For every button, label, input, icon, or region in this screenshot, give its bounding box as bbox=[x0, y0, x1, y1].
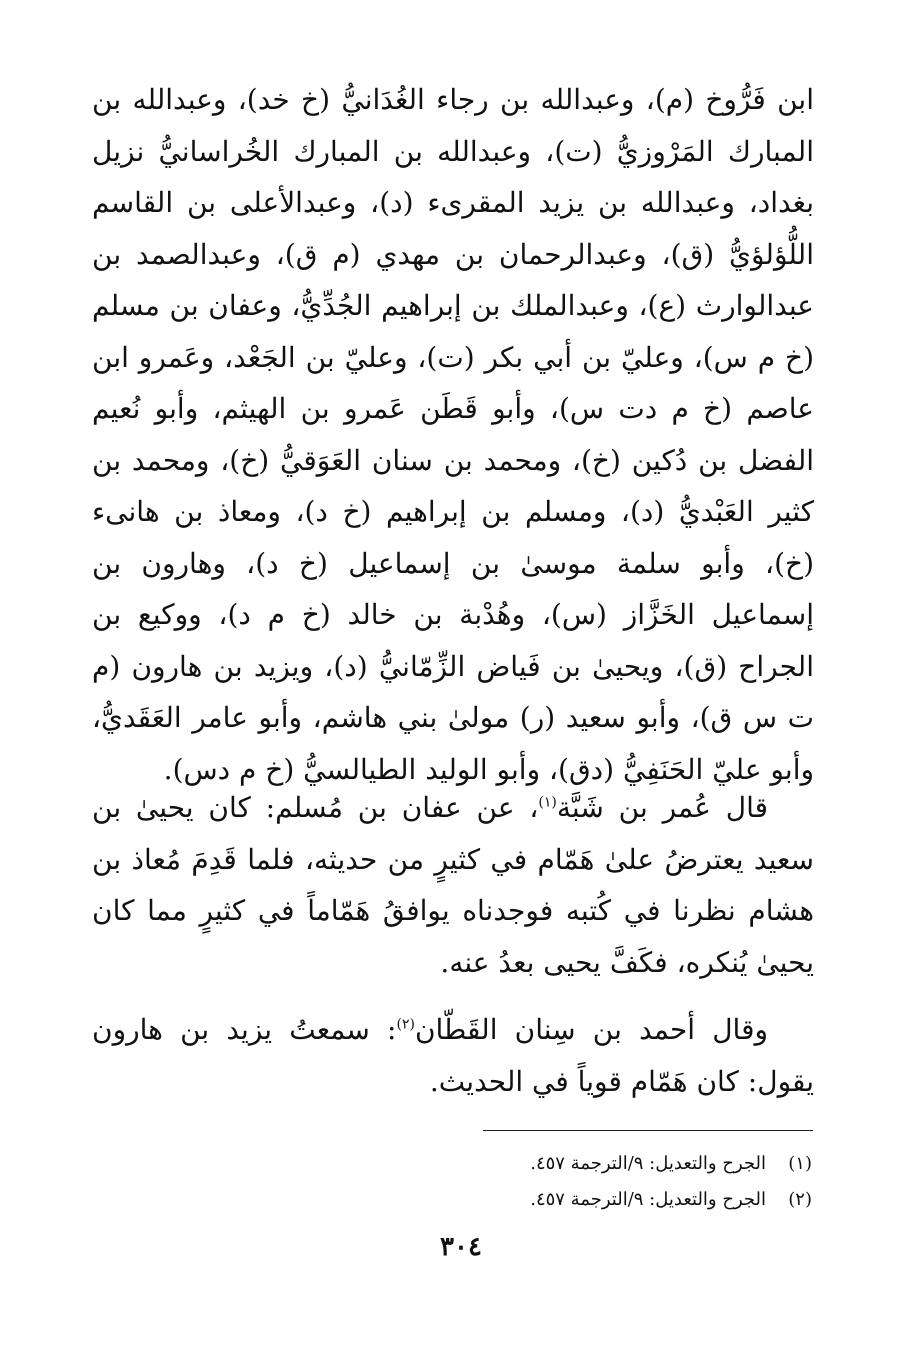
quote-paragraph-umar bbox=[92, 782, 814, 988]
page-number: ٣٠٤ bbox=[440, 1232, 482, 1262]
footnote-number: (١) bbox=[788, 1153, 812, 1174]
footnote-text: الجرح والتعديل: ٩/الترجمة ٤٥٧. bbox=[530, 1189, 766, 1210]
footnote-text: الجرح والتعديل: ٩/الترجمة ٤٥٧. bbox=[530, 1153, 766, 1174]
para2-text-a: وقال أحمد بن سِنان القَطّان bbox=[414, 1013, 768, 1046]
footnote-number: (٢) bbox=[788, 1189, 812, 1210]
quote-paragraph-ahmad bbox=[92, 1004, 814, 1107]
para1-text-a: قال عُمر بن شَبَّة bbox=[556, 791, 768, 824]
footnote-2 bbox=[300, 1182, 812, 1218]
footnote-1 bbox=[300, 1146, 812, 1182]
footnotes bbox=[300, 1146, 812, 1218]
para1-text-b: ، عن عفان بن مُسلم: كان يحيىٰ بن سعيد يعترضُ علىٰ هَمّام في كثيرٍ من حديثه، فلما قَدِمَ مُعاذ بن هشام نظرنا في كُتبه فوجدناه يوافقُ هَمّاماً في كثيرٍ مما كان يحيىٰ يُنكره، فكَفَّ يحيى بعدُ عنه. bbox=[92, 791, 814, 979]
footnote-divider bbox=[483, 1130, 813, 1131]
footnote-ref-2[interactable]: (٢) bbox=[396, 1016, 415, 1033]
footnote-ref-1[interactable]: (١) bbox=[538, 794, 557, 811]
narrators-list-paragraph: ابن فَرُّوخ (م)، وعبدالله بن رجاء الغُدَانيُّ (خ خد)، وعبدالله بن المبارك المَرْوزيُّ (ت)، وعبدالله بن المبارك الخُراسانيُّ نزيل بغداد، وعبدالله بن يزيد المقرىء (د)، وعبدالأعلى بن القاسم اللُّؤلؤيُّ (ق)، وعبدالرحمان بن مهدي (م ق)، وعبدالصمد بن عبدالوارث (ع)، وعبدالملك بن إبراهيم الجُدِّيُّ، وعفان بن مسلم (خ م س)، وعليّ بن أبي بكر (ت)، وعليّ بن الجَعْد، وعَمرو ابن عاصم (خ م دت س)، وأبو قَطَن عَمرو بن الهيثم، وأبو نُعيم الفضل بن دُكين (خ)، ومحمد بن سنان العَوَقيُّ (خ)، ومحمد بن كثير العَبْديُّ (د)، ومسلم بن إبراهيم (خ د)، ومعاذ بن هانىء (خ)، وأبو سلمة موسىٰ بن إسماعيل (خ د)، وهارون بن إسماعيل الخَزَّاز (س)، وهُدْبة بن خالد (خ م د)، ووكيع بن الجراح (ق)، ويحيىٰ بن فَياض الزِّمّانيُّ (د)، ويزيد بن هارون (م ت س ق)، وأبو سعيد (ر) مولىٰ بني هاشم، وأبو عامر العَقَديُّ، وأبو عليّ الحَنَفِيُّ (دق)، وأبو الوليد الطيالسيُّ (خ م دس). bbox=[92, 83, 815, 786]
para2-text-b: : سمعتُ يزيد بن هارون يقول: كان هَمّام قوياً في الحديث. bbox=[92, 1013, 814, 1098]
